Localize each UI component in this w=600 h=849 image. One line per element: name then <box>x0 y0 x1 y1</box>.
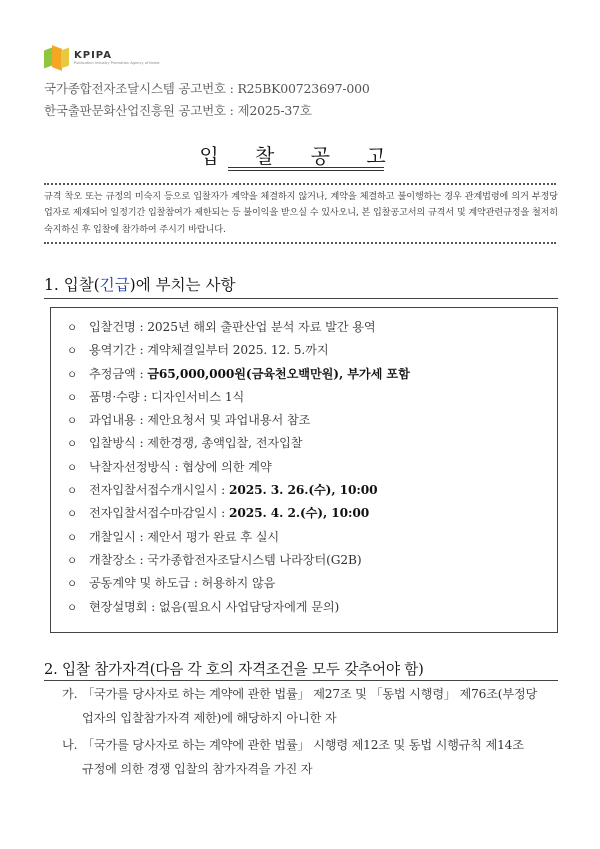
g2b-announcement-number: 국가종합전자조달시스템 공고번호 : R25BK00723697-000 <box>44 81 370 96</box>
item-text: 품명·수량 : 디자인서비스 1식 <box>89 389 245 404</box>
logo-mark-icon <box>44 47 70 69</box>
section1-heading <box>44 273 235 295</box>
bullet-icon: ㅇ <box>67 345 78 358</box>
item-label: 추정금액 : <box>89 366 148 381</box>
bullet-icon: ㅇ <box>67 461 78 474</box>
item-text: 과업내용 : 제안요청서 및 과업내용서 참조 <box>89 413 311 428</box>
section1-heading-suffix: )에 부치는 사항 <box>129 276 236 294</box>
qualification-text: 「국가를 당사자로 하는 계약에 관한 법률」 시행령 제12조 및 동법 시행규칙 제14조 <box>82 738 524 752</box>
section1-underline <box>44 298 558 299</box>
bullet-icon: ㅇ <box>67 531 78 544</box>
list-item <box>67 363 410 386</box>
qualification-line-2: 업자의 입찰참가자격 제한)에 해당하지 아니한 자 <box>82 711 337 725</box>
item-value: 2025. 3. 26.(수), 10:00 <box>228 483 378 498</box>
list-item <box>67 339 410 362</box>
list-item <box>67 432 410 455</box>
kpipa-announcement-number: 한국출판문화산업진흥원 공고번호 : 제2025-37호 <box>44 103 312 118</box>
notice-divider-top <box>44 183 556 185</box>
list-item <box>67 572 410 595</box>
qualification-item <box>62 682 562 730</box>
list-item <box>67 316 410 339</box>
bullet-icon: ㅇ <box>67 438 78 451</box>
qualification-line-1 <box>62 733 562 757</box>
list-item <box>67 549 410 572</box>
item-text: 입찰방식 : 제한경쟁, 총액입찰, 전자입찰 <box>89 436 303 451</box>
list-item <box>67 386 410 409</box>
section2-underline <box>44 680 558 681</box>
list-item <box>67 456 410 479</box>
bullet-icon: ㅇ <box>67 322 78 334</box>
logo-name: KPIPA <box>74 50 112 61</box>
item-text: 용역기간 : 계약체결일부터 2025. 12. 5.까지 <box>89 343 329 358</box>
qualification-line-2: 규정에 의한 경쟁 입찰의 참가자격을 가진 자 <box>82 762 313 776</box>
logo-text <box>74 50 159 66</box>
logo-subtitle: Publication Industry Promotion Agency of Korea <box>74 61 160 65</box>
item-text: 개찰일시 : 제안서 평가 완료 후 실시 <box>89 529 280 544</box>
title-underline <box>228 167 384 168</box>
section1-heading-prefix: 1. 입찰( <box>44 276 100 294</box>
item-text: 공동계약 및 하도급 : 허용하지 않음 <box>89 576 276 591</box>
qualification-label: 가. <box>62 687 78 701</box>
list-item <box>67 502 410 525</box>
bullet-icon: ㅇ <box>67 415 78 428</box>
list-item <box>67 596 410 619</box>
bullet-icon: ㅇ <box>67 391 78 404</box>
item-value: 2025. 4. 2.(수), 10:00 <box>228 506 370 521</box>
item-text: 낙찰자선정방식 : 협상에 의한 계약 <box>89 459 272 474</box>
list-item <box>67 526 410 549</box>
item-text: 개찰장소 : 국가종합전자조달시스템 나라장터(G2B) <box>89 552 362 567</box>
qualification-text: 「국가를 당사자로 하는 계약에 관한 법률」 제27조 및 「동법 시행령」 제76조(부정당 <box>82 687 538 701</box>
item-value: 금65,000,000원(금육천오백만원), 부가세 포함 <box>147 366 410 381</box>
item-text: 입찰건명 : 2025년 해외 출판산업 분석 자료 발간 용역 <box>89 320 376 334</box>
qualification-line-1 <box>62 682 562 706</box>
qualification-item <box>62 733 562 781</box>
bullet-icon: ㅇ <box>67 601 78 614</box>
qualification-label: 나. <box>62 738 78 752</box>
bullet-icon: ㅇ <box>67 368 78 381</box>
section1-heading-emphasis: 긴급 <box>99 276 130 294</box>
section2-heading: 2. 입찰 참가자격(다음 각 호의 자격조건을 모두 갖추어야 함) <box>44 661 424 678</box>
document-title: 입 찰 공 고 <box>199 144 401 168</box>
list-item <box>67 479 410 502</box>
kpipa-logo <box>44 46 159 70</box>
item-text: 현장설명회 : 없음(필요시 사업담당자에게 문의) <box>89 599 340 614</box>
list-item <box>67 409 410 432</box>
bullet-icon: ㅇ <box>67 508 78 521</box>
bullet-icon: ㅇ <box>67 554 78 567</box>
notice-divider-bottom <box>44 242 556 244</box>
item-label: 전자입찰서접수개시일시 : <box>89 483 229 498</box>
item-label: 전자입찰서접수마감일시 : <box>89 506 229 521</box>
bullet-icon: ㅇ <box>67 485 78 498</box>
bid-details-box <box>50 307 558 633</box>
bid-details-list <box>67 316 410 619</box>
notice-text: 규격 착오 또는 규정의 미숙지 등으로 입찰자가 계약을 체결하지 않거나, 계약을 체결하고 불이행하는 경우 관계법령에 의거 부정당업자로 제재되어 일정기간 입찰참여가 제한되는 등 불이익을 받으실 수 있사오니, 본 입찰공고서의 규격서 및 계약관련규정을 철저히 숙지하신 후 입찰에 참가하여 주시기 바랍니다. <box>44 192 558 235</box>
title-underline-second <box>228 170 384 171</box>
bullet-icon: ㅇ <box>67 578 78 591</box>
